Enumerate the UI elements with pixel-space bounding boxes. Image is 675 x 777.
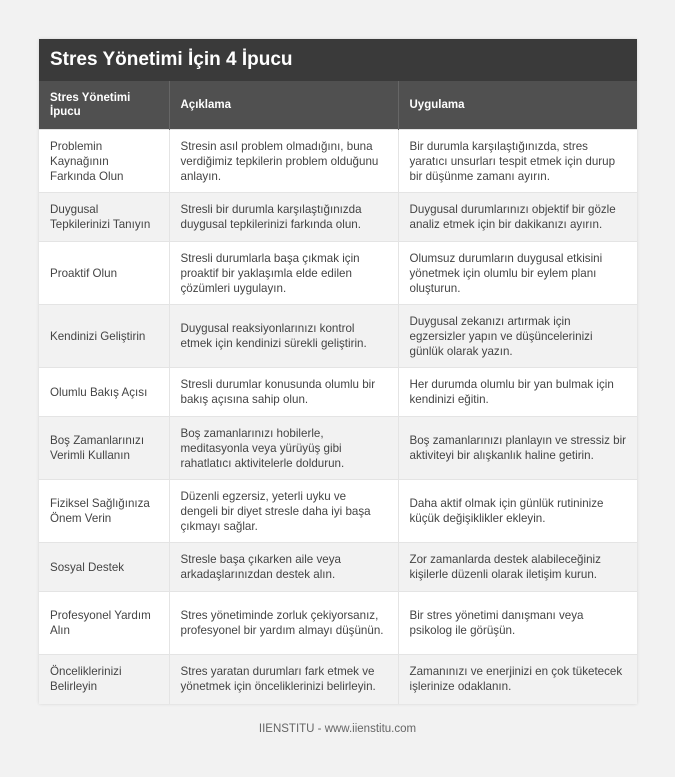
tips-table — [39, 81, 637, 704]
table-card — [39, 39, 637, 704]
table-row — [39, 543, 637, 592]
cell-description: Duygusal reaksiyonlarınızı kontrol etmek için kendinizi sürekli geliştirin. — [169, 305, 398, 368]
cell-description: Stresli durumlar konusunda olumlu bir bakış açısına sahip olun. — [169, 368, 398, 417]
table-row — [39, 592, 637, 655]
column-header-tip: Stres Yönetimi İpucu — [39, 81, 169, 130]
cell-description: Stresli durumlarla başa çıkmak için proaktif bir yaklaşımla elde edilen çözümleri uygulayın. — [169, 242, 398, 305]
cell-application: Daha aktif olmak için günlük rutininize küçük değişiklikler ekleyin. — [398, 480, 637, 543]
table-row — [39, 655, 637, 704]
cell-application: Zor zamanlarda destek alabileceğiniz kişilerle düzenli olarak iletişim kurun. — [398, 543, 637, 592]
cell-application: Bir durumla karşılaştığınızda, stres yaratıcı unsurları tespit etmek için durup bir düşünme zamanı ayırın. — [398, 130, 637, 193]
cell-tip: Kendinizi Geliştirin — [39, 305, 169, 368]
column-header-description: Açıklama — [169, 81, 398, 130]
table-title: Stres Yönetimi İçin 4 İpucu — [39, 39, 637, 81]
cell-description: Stres yönetiminde zorluk çekiyorsanız, profesyonel bir yardım almayı düşünün. — [169, 592, 398, 655]
table-header-row — [39, 81, 637, 130]
cell-application: Boş zamanlarınızı planlayın ve stressiz bir aktiviteyi bir alışkanlık haline getirin. — [398, 417, 637, 480]
cell-description: Düzenli egzersiz, yeterli uyku ve dengeli bir diyet stresle daha iyi başa çıkmayı sağlar. — [169, 480, 398, 543]
cell-application: Zamanınızı ve enerjinizi en çok tüketecek işlerinize odaklanın. — [398, 655, 637, 704]
table-row — [39, 305, 637, 368]
cell-tip: Duygusal Tepkilerinizi Tanıyın — [39, 193, 169, 242]
table-row — [39, 242, 637, 305]
cell-tip: Fiziksel Sağlığınıza Önem Verin — [39, 480, 169, 543]
cell-tip: Boş Zamanlarınızı Verimli Kullanın — [39, 417, 169, 480]
cell-description: Boş zamanlarınızı hobilerle, meditasyonla veya yürüyüş gibi rahatlatıcı aktivitelerle doldurun. — [169, 417, 398, 480]
cell-application: Duygusal zekanızı artırmak için egzersizler yapın ve düşüncelerinizi günlük olarak yazın. — [398, 305, 637, 368]
cell-description: Stres yaratan durumları fark etmek ve yönetmek için önceliklerinizi belirleyin. — [169, 655, 398, 704]
cell-application: Bir stres yönetimi danışmanı veya psikolog ile görüşün. — [398, 592, 637, 655]
cell-tip: Profesyonel Yardım Alın — [39, 592, 169, 655]
cell-tip: Olumlu Bakış Açısı — [39, 368, 169, 417]
cell-application: Duygusal durumlarınızı objektif bir gözle analiz etmek için bir dakikanızı ayırın. — [398, 193, 637, 242]
column-header-application: Uygulama — [398, 81, 637, 130]
table-row — [39, 368, 637, 417]
cell-description: Stresle başa çıkarken aile veya arkadaşlarınızdan destek alın. — [169, 543, 398, 592]
cell-tip: Önceliklerinizi Belirleyin — [39, 655, 169, 704]
cell-application: Olumsuz durumların duygusal etkisini yönetmek için olumlu bir eylem planı oluşturun. — [398, 242, 637, 305]
cell-description: Stresli bir durumla karşılaştığınızda duygusal tepkilerinizi farkında olun. — [169, 193, 398, 242]
cell-description: Stresin asıl problem olmadığını, buna verdiğimiz tepkilerin problem olduğunu anlayın. — [169, 130, 398, 193]
cell-tip: Proaktif Olun — [39, 242, 169, 305]
table-row — [39, 193, 637, 242]
table-row — [39, 417, 637, 480]
cell-tip: Problemin Kaynağının Farkında Olun — [39, 130, 169, 193]
cell-application: Her durumda olumlu bir yan bulmak için kendinizi eğitin. — [398, 368, 637, 417]
footer-credit: IIENSTITU - www.iienstitu.com — [258, 723, 417, 735]
table-row — [39, 480, 637, 543]
table-row — [39, 130, 637, 193]
cell-tip: Sosyal Destek — [39, 543, 169, 592]
